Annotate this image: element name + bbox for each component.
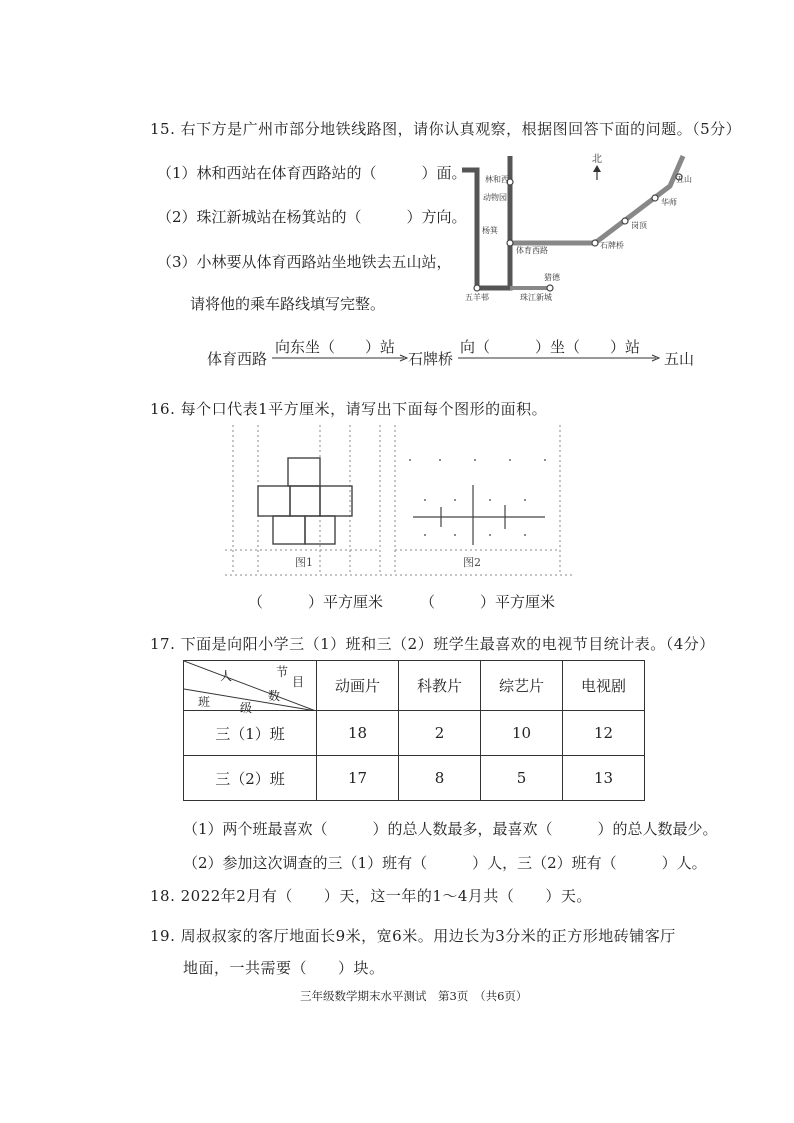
table-diagonal-header (184, 661, 317, 715)
q17-sub2: （2）参加这次调查的三（1）班有（ ）人，三（2）班有（ ）人。 (183, 854, 707, 872)
header-label-ren: 人 (220, 669, 233, 683)
route-arrow-1-icon (272, 352, 410, 364)
metro-map (455, 148, 695, 308)
label-dongwuyuan: 动物园 (483, 193, 507, 202)
station-dot-wuyangcun (474, 285, 480, 291)
header-label-ban: 班 (198, 695, 211, 709)
route-start: 体育西路 (207, 350, 268, 368)
table-row (184, 711, 645, 756)
figure-2-label: 图2 (463, 556, 481, 569)
table-header-row (184, 661, 645, 711)
table-cell: 10 (481, 711, 563, 756)
label-liede: 猎德 (544, 273, 560, 282)
header-label-mu: 目 (292, 675, 305, 689)
table-cell: 2 (399, 711, 481, 756)
q17-title: 17. 下面是向阳小学三（1）班和三（2）班学生最喜欢的电视节目统计表。（4分） (150, 635, 715, 653)
row-label: 三（1）班 (184, 711, 317, 756)
q17-sub1: （1）两个班最喜欢（ ）的总人数最多，最喜欢（ ）的总人数最少。 (183, 820, 718, 838)
column-header: 动画片 (317, 661, 399, 711)
station-dot-shipaiqiao (592, 240, 598, 246)
q16-title: 16. 每个口代表1平方厘米，请写出下面每个图形的面积。 (150, 400, 548, 418)
header-label-jie: 节 (276, 665, 289, 679)
north-arrow-head-icon (593, 165, 601, 172)
route-end: 五山 (664, 350, 695, 368)
row-label: 三（2）班 (184, 756, 317, 801)
figure-2-shape (413, 485, 545, 545)
q15-sub1: （1）林和西站在体育西路站的（ ）面。 (157, 164, 467, 182)
table-cell: 18 (317, 711, 399, 756)
label-gangding: 岗顶 (631, 221, 647, 230)
label-huashi: 华师 (661, 198, 677, 207)
q18-text: 18. 2022年2月有（ ）天，这一年的1～4月共（ ）天。 (150, 887, 592, 905)
route-seg2: 向（ ）坐（ ）站 (460, 338, 641, 356)
route-seg1: 向东坐（ ）站 (275, 338, 396, 356)
table-cell: 12 (563, 711, 645, 756)
q16-answer-2: （ ）平方厘米 (420, 593, 556, 611)
column-header: 科教片 (399, 661, 481, 711)
table-row (184, 756, 645, 801)
q15-sub2: （2）珠江新城站在杨箕站的（ ）方向。 (157, 208, 467, 226)
column-header: 电视剧 (563, 661, 645, 711)
table-cell: 17 (317, 756, 399, 801)
q19-line2: 地面，一共需要（ ）块。 (183, 959, 385, 977)
header-label-shu: 数 (268, 689, 281, 703)
label-wushan: 五山 (676, 175, 692, 184)
q19-line1: 19. 周叔叔家的客厅地面长9米，宽6米。用边长为3分米的正方形地砖铺客厅 (150, 927, 676, 945)
route-mid: 石牌桥 (408, 350, 454, 368)
q16-figures (225, 425, 575, 580)
q16-answer-1: （ ）平方厘米 (248, 593, 384, 611)
label-shipaiqiao: 石牌桥 (600, 241, 624, 250)
figure-1-shape (258, 458, 352, 544)
station-dot-huashi (652, 195, 658, 201)
table-cell: 5 (481, 756, 563, 801)
table-cell: 13 (563, 756, 645, 801)
q15-sub3b: 请将他的乘车路线填写完整。 (190, 295, 386, 313)
tv-program-table (183, 660, 645, 801)
table-cell: 8 (399, 756, 481, 801)
figure-1-label: 图1 (295, 556, 313, 569)
label-tiyuxilu: 体育西路 (516, 246, 548, 255)
label-linhexi: 林和西 (485, 175, 509, 184)
north-label: 北 (592, 154, 602, 165)
label-yangji: 杨箕 (482, 226, 498, 235)
q15-sub3: （3）小林要从体育西路站坐地铁去五山站， (157, 253, 452, 271)
q15-title: 15. 右下方是广州市部分地铁线路图，请你认真观察，根据图回答下面的问题。（5分） (150, 120, 742, 138)
route-arrow-2-icon (458, 352, 663, 364)
column-header: 综艺片 (481, 661, 563, 711)
page-footer: 三年级数学期末水平测试 第3页 （共6页） (300, 989, 528, 1003)
station-dot-gangding (622, 218, 628, 224)
station-dot-tiyuxilu (507, 240, 513, 246)
station-dot-zhujiangxincheng (547, 285, 553, 291)
header-label-ji: 级 (240, 701, 253, 715)
label-zhujiangxincheng: 珠江新城 (520, 293, 552, 302)
label-wuyangcun: 五羊邨 (465, 293, 489, 302)
